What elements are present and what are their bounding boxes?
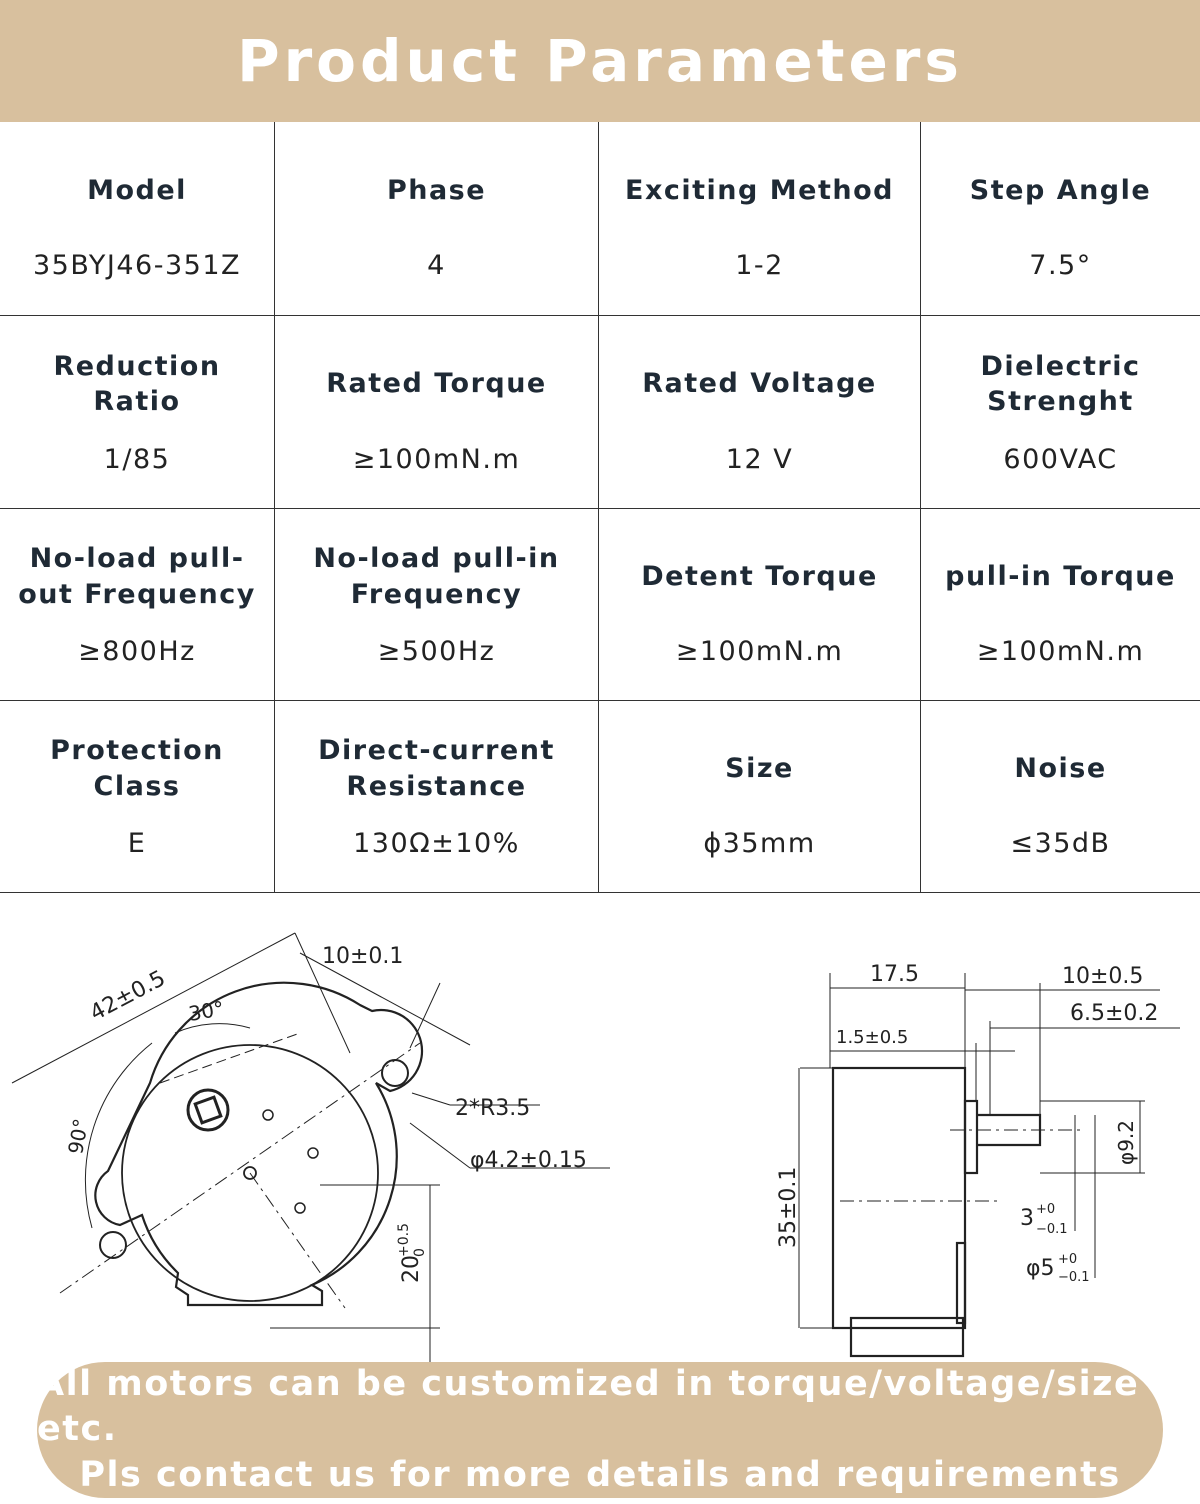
dim-height-tol-upper: +0.5 <box>396 1223 412 1257</box>
param-label: Dielectric Strenght <box>980 350 1141 417</box>
motor-outline <box>95 983 422 1305</box>
output-shaft <box>188 1090 228 1130</box>
header-banner <box>0 0 1200 122</box>
param-value: 1/85 <box>103 443 171 475</box>
dim-hole-label: φ4.2±0.15 <box>470 1148 587 1173</box>
param-cell-dielectric-strength <box>921 316 1200 509</box>
dim-flat-tol-lower: −0.1 <box>1036 1222 1068 1237</box>
dim-height-group <box>396 1223 428 1283</box>
rivet-2 <box>308 1148 318 1158</box>
param-label: Detent Torque <box>641 560 878 592</box>
param-label: Noise <box>1014 752 1107 784</box>
motor-body-side <box>833 1068 965 1328</box>
dim-shaft-tol-upper: +0 <box>1058 1252 1078 1267</box>
param-label: Step Angle <box>969 174 1152 206</box>
dim-shaft-flat-label: 6.5±0.2 <box>1070 1001 1159 1026</box>
rivet-3 <box>295 1203 305 1213</box>
param-value: 7.5° <box>1029 250 1092 281</box>
dim-diameter-label: 35±0.1 <box>776 1166 801 1248</box>
dim-shaft-group <box>1026 1252 1090 1285</box>
param-cell-model <box>0 122 275 316</box>
param-cell-size <box>599 701 921 893</box>
param-label: Rated Torque <box>326 368 547 400</box>
param-label: Model <box>87 174 187 206</box>
parameter-table <box>0 122 1200 893</box>
footer-line-1: All motors can be customized in torque/voltage/size etc. <box>37 1363 1140 1450</box>
param-value: 1-2 <box>735 250 784 281</box>
param-label: Direct-current Resistance <box>318 735 555 802</box>
dim-flat-base: 3 <box>1020 1206 1034 1231</box>
param-cell-exciting-method <box>599 122 921 316</box>
dim-radius-label: 2*R3.5 <box>455 1096 531 1121</box>
param-cell-pull-out-frequency <box>0 509 275 701</box>
gearbox-boss <box>851 1318 963 1356</box>
param-cell-dc-resistance <box>275 701 599 893</box>
param-label: pull-in Torque <box>945 560 1176 592</box>
param-value: ≥100mN.m <box>352 443 521 475</box>
param-label: Phase <box>386 174 487 206</box>
param-value: 600VAC <box>1003 443 1118 475</box>
dim-flange-label: 1.5±0.5 <box>836 1027 909 1048</box>
param-label: Size <box>725 752 794 784</box>
param-cell-step-angle <box>921 122 1200 316</box>
param-cell-rated-voltage <box>599 316 921 509</box>
param-cell-protection-class <box>0 701 275 893</box>
dim-shaft-len-label: 10±0.5 <box>1062 964 1144 989</box>
dim-tab-label: 10±0.1 <box>322 944 404 969</box>
motor-dimension-drawing <box>0 893 1200 1363</box>
param-label: No-load pull-in Frequency <box>313 543 560 610</box>
mount-hole-right <box>382 1060 408 1086</box>
dim-height-base: 20 <box>399 1255 424 1283</box>
param-value: E <box>127 828 147 859</box>
param-value: ϕ35mm <box>703 828 816 859</box>
param-label: Exciting Method <box>625 174 894 206</box>
front-boss <box>965 1101 977 1173</box>
footer-line-2: Pls contact us for more details and requirements <box>79 1454 1121 1495</box>
param-label: No-load pull-out Frequency <box>18 543 256 610</box>
param-value: 12 V <box>725 443 794 475</box>
param-label: Rated Voltage <box>642 368 877 400</box>
param-value: ≤35dB <box>1010 828 1111 859</box>
param-value: ≥500Hz <box>377 636 496 667</box>
param-cell-pull-in-torque <box>921 509 1200 701</box>
dim-shaft-base: φ5 <box>1026 1256 1055 1281</box>
customization-banner <box>37 1362 1163 1498</box>
param-value: 35BYJ46-351Z <box>33 250 241 281</box>
technical-drawing <box>0 893 1200 1363</box>
dim-angle-90-label: 90° <box>63 1116 94 1156</box>
param-cell-pull-in-frequency <box>275 509 599 701</box>
dim-length-label: 17.5 <box>870 962 919 987</box>
param-cell-noise <box>921 701 1200 893</box>
dim-width-label: 42±0.5 <box>86 965 170 1027</box>
param-value: 4 <box>427 250 446 281</box>
rivet-1 <box>263 1110 273 1120</box>
side-tab <box>957 1243 965 1323</box>
shaft-flat <box>195 1097 221 1123</box>
param-cell-phase <box>275 122 599 316</box>
param-cell-rated-torque <box>275 316 599 509</box>
dim-flat-tol-upper: +0 <box>1036 1202 1056 1217</box>
dim-height-tol-lower: 0 <box>412 1248 428 1257</box>
param-label: Protection Class <box>50 735 224 802</box>
page-title: Product Parameters <box>237 27 963 95</box>
param-value: ≥100mN.m <box>976 636 1145 667</box>
dim-shaft-tol-lower: −0.1 <box>1058 1270 1090 1285</box>
dim-angle-30-label: 30° <box>186 996 226 1026</box>
param-cell-detent-torque <box>599 509 921 701</box>
param-value: ≥100mN.m <box>675 636 844 667</box>
dim-boss-label: φ9.2 <box>1114 1120 1138 1165</box>
param-label: Reduction Ratio <box>53 350 221 417</box>
dim-flat-group <box>1020 1202 1068 1237</box>
mount-hole-left <box>100 1232 126 1258</box>
param-value: 130Ω±10% <box>353 828 520 859</box>
param-cell-reduction-ratio <box>0 316 275 509</box>
param-value: ≥800Hz <box>78 636 196 667</box>
